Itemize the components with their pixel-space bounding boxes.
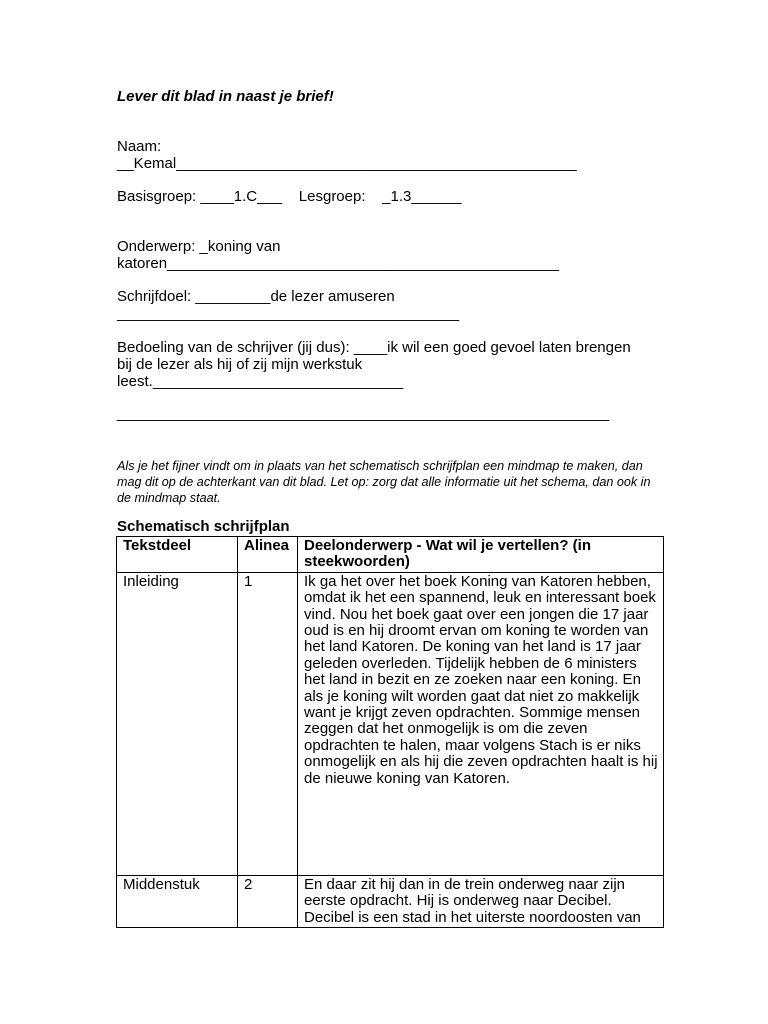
- cell-tekstdeel: Middenstuk: [117, 875, 238, 927]
- header-tekstdeel: Tekstdeel: [117, 537, 238, 573]
- cell-tekstdeel: Inleiding: [117, 572, 238, 875]
- table-row: [117, 875, 664, 927]
- table-title: Schematisch schrijfplan: [117, 518, 290, 535]
- naam-label: Naam:: [117, 138, 162, 155]
- onderwerp-line-1: Onderwerp: _koning van: [117, 238, 281, 255]
- cell-alinea: 1: [238, 572, 298, 875]
- cell-deelonderwerp: En daar zit hij dan in de trein onderweg naar zijn eerste opdracht. Hij is onderweg naar Decibel. Decibel is een stad in het uiterste noordoosten van: [298, 875, 664, 927]
- header-deelonderwerp: Deelonderwerp - Wat wil je vertellen? (in steekwoorden): [298, 537, 664, 573]
- schrijfplan-table: [116, 536, 664, 928]
- separator-line: ___________________________________________________________: [117, 405, 610, 422]
- naam-value: __Kemal________________________________________________: [117, 155, 577, 172]
- bedoeling-line-2: bij de lezer als hij of zij mijn werkstuk: [117, 356, 363, 373]
- onderwerp-line-2: katoren_______________________________________________: [117, 255, 560, 272]
- bedoeling-line-1: Bedoeling van de schrijver (jij dus): ____ik wil een goed gevoel laten brengen: [117, 339, 631, 356]
- groepen-line: Basisgroep: ____1.C___ Lesgroep: _1.3______: [117, 188, 462, 205]
- cell-deelonderwerp: Ik ga het over het boek Koning van Katoren hebben, omdat ik het een spannend, leuk en interessant boek vind. Nou het boek gaat over een jongen die 17 jaar oud is en hij droomt ervan om koning te worden van het land Katoren. De koning van het land is 17 jaar geleden overleden. Tijdelijk hebben de 6 ministers het land in bezit en ze zoeken naar een koning. En als je koning wilt worden gaat dat niet zo makkelijk want je krijgt zeven opdrachten. Sommige mensen zeggen dat het onmogelijk is om die zeven opdrachten te halen, maar volgens Stach is er niks onmogelijk en als hij die zeven opdrachten haalt is hij de nieuwe koning van Katoren.: [298, 572, 664, 875]
- cell-alinea: 2: [238, 875, 298, 927]
- bedoeling-line-3: leest.______________________________: [117, 373, 404, 390]
- instruction-heading: Lever dit blad in naast je brief!: [117, 88, 334, 105]
- table-header-row: [117, 537, 664, 573]
- schrijfdoel-line-1: Schrijfdoel: _________de lezer amuseren: [117, 288, 395, 305]
- mindmap-note: Als je het fijner vindt om in plaats van het schematisch schrijfplan een mindmap te maken, dan mag dit op de achterkant van dit blad. Let op: zorg dat alle informatie uit het schema, dan ook in de mindmap staat.: [117, 459, 651, 505]
- table-row: [117, 572, 664, 875]
- schrijfdoel-line-2: _________________________________________: [117, 305, 460, 322]
- header-alinea: Alinea: [238, 537, 298, 573]
